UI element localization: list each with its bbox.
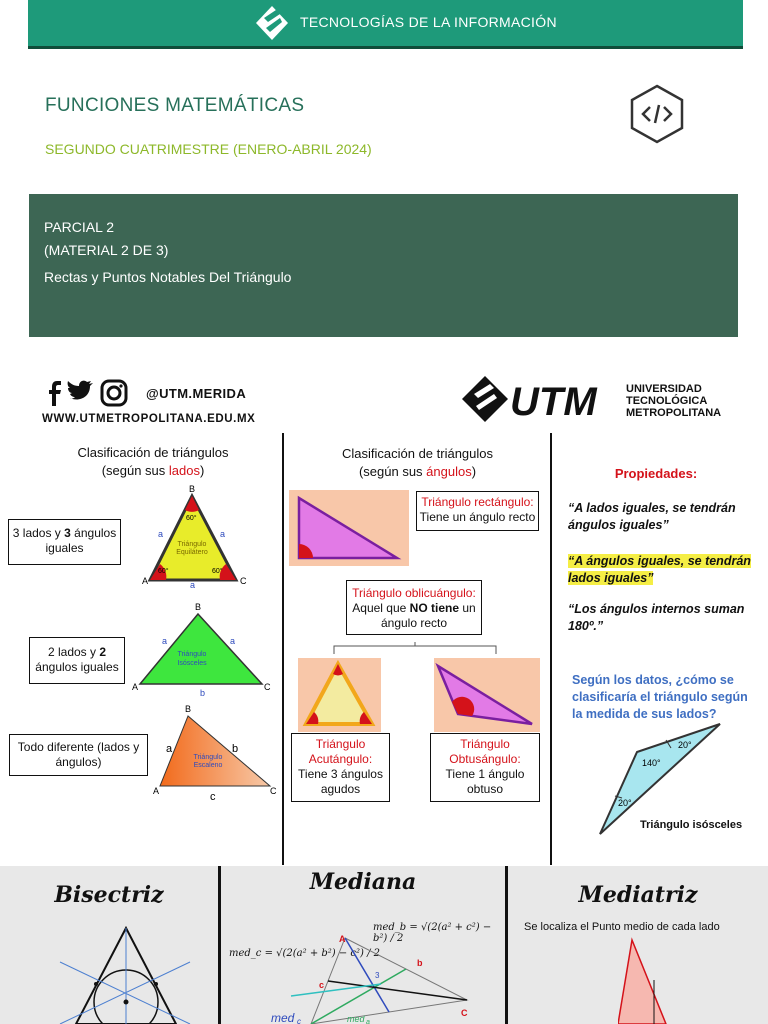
topic-label: Rectas y Puntos Notables Del Triángulo bbox=[44, 269, 292, 285]
code-icon bbox=[626, 83, 688, 145]
angles-title: Clasificación de triángulos (según sus ángulos) bbox=[341, 446, 494, 479]
course-title: FUNCIONES MATEMÁTICAS bbox=[45, 95, 305, 116]
svg-text:A: A bbox=[142, 576, 149, 586]
properties-title: Propiedades: bbox=[614, 466, 698, 481]
svg-text:C: C bbox=[240, 576, 247, 586]
right-triangle-box: Triángulo rectángulo: Tiene un ángulo recto bbox=[416, 491, 539, 531]
website-link[interactable]: WWW.UTMETROPOLITANA.EDU.MX bbox=[42, 413, 256, 425]
median-c-formula: med_c = √(2(a² + b²) − c²) / 2 bbox=[229, 948, 381, 959]
svg-text:Equilátero: Equilátero bbox=[176, 549, 208, 556]
mediatriz-panel bbox=[508, 866, 768, 1024]
oblique-triangle-box: Triángulo oblicuángulo: Aquel que NO tiene un ángulo recto bbox=[346, 580, 482, 635]
right-triangle-image bbox=[289, 490, 409, 566]
twitter-icon[interactable] bbox=[68, 381, 93, 400]
svg-text:60°: 60° bbox=[212, 568, 223, 575]
partial-label: PARCIAL 2 bbox=[44, 219, 115, 235]
svg-text:B: B bbox=[188, 484, 196, 494]
column-divider bbox=[550, 433, 552, 865]
svg-text:b: b bbox=[417, 958, 423, 968]
property-3: “Los ángulos internos suman 180º.” bbox=[568, 602, 745, 633]
bisectriz-diagram bbox=[40, 926, 200, 1024]
equilateral-desc-box: 3 lados y 3 ángulos iguales bbox=[8, 519, 121, 565]
mediatriz-title: Mediatriz bbox=[578, 882, 698, 908]
svg-text:A: A bbox=[132, 682, 139, 692]
social-handle[interactable]: @UTM.MERIDA bbox=[146, 386, 247, 401]
header-bar bbox=[28, 0, 743, 49]
median-b-formula: med_b = √(2(a² + c²) − b²) / 2 bbox=[373, 922, 492, 944]
social-icons bbox=[42, 378, 142, 408]
svg-text:c: c bbox=[297, 1017, 301, 1024]
svg-text:B: B bbox=[194, 602, 202, 612]
question-text: Según los datos, ¿cómo se clasificaría el triángulo según la medida de sus lados? bbox=[572, 673, 748, 721]
svg-text:Escaleno: Escaleno bbox=[193, 762, 223, 769]
svg-text:b: b bbox=[232, 743, 239, 755]
svg-text:C: C bbox=[264, 682, 271, 692]
mediana-panel bbox=[221, 866, 505, 1024]
material-label: (MATERIAL 2 DE 3) bbox=[44, 242, 169, 258]
utm-logo-text: UTM bbox=[510, 380, 597, 424]
svg-text:C: C bbox=[270, 786, 277, 796]
mediana-title: Mediana bbox=[309, 869, 417, 895]
scalene-desc-box: Todo diferente (lados y ángulos) bbox=[9, 734, 148, 776]
obtuse-triangle-image bbox=[434, 658, 540, 732]
svg-text:A: A bbox=[339, 934, 346, 944]
isosceles-desc-box: 2 lados y 2 ángulos iguales bbox=[29, 637, 125, 684]
obtuse-triangle-box: Triángulo Obtusángulo: Tiene 1 ángulo obtuso bbox=[430, 733, 540, 802]
instagram-icon[interactable] bbox=[102, 381, 126, 405]
svg-text:C: C bbox=[461, 1008, 468, 1018]
property-2: “A ángulos iguales, se tendrán lados iguales” bbox=[568, 554, 751, 585]
svg-text:a: a bbox=[366, 1019, 370, 1024]
svg-text:Isósceles: Isósceles bbox=[177, 660, 207, 667]
header-title: TECNOLOGÍAS DE LA INFORMACIÓN bbox=[300, 14, 557, 30]
svg-text:med: med bbox=[271, 1011, 295, 1024]
svg-text:20°: 20° bbox=[678, 740, 692, 750]
sides-title: Clasificación de triángulos (según sus lados) bbox=[77, 445, 229, 478]
svg-text:60°: 60° bbox=[186, 515, 197, 522]
bisectriz-title: Bisectriz bbox=[54, 882, 164, 908]
svg-text:a: a bbox=[190, 580, 196, 590]
column-divider bbox=[282, 433, 284, 865]
svg-text:c: c bbox=[210, 791, 216, 803]
isosceles-triangle bbox=[140, 614, 262, 684]
svg-text:3: 3 bbox=[375, 971, 380, 980]
svg-text:a: a bbox=[166, 743, 173, 755]
svg-text:20°: 20° bbox=[618, 798, 632, 808]
svg-text:c: c bbox=[319, 980, 325, 990]
svg-text:a: a bbox=[158, 529, 164, 539]
facebook-icon[interactable] bbox=[49, 381, 61, 406]
answer-label: Triángulo isósceles bbox=[640, 819, 743, 831]
bracket-connector bbox=[330, 638, 500, 658]
svg-text:Triángulo: Triángulo bbox=[193, 754, 223, 761]
mediatriz-diagram bbox=[618, 936, 678, 1024]
svg-text:60°: 60° bbox=[158, 568, 169, 575]
svg-text:a: a bbox=[230, 636, 236, 646]
term-label: SEGUNDO CUATRIMESTRE (ENERO-ABRIL 2024) bbox=[45, 141, 372, 157]
svg-text:a: a bbox=[220, 529, 226, 539]
svg-text:A: A bbox=[153, 786, 160, 796]
mediatriz-note: Se localiza el Punto medio de cada lado bbox=[524, 921, 720, 933]
institution-logo-icon bbox=[254, 4, 290, 42]
mediana-diagram bbox=[271, 934, 505, 1024]
university-name: UNIVERSIDAD TECNOLÓGICA METROPOLITANA bbox=[626, 383, 722, 419]
utm-logo-icon bbox=[460, 374, 625, 424]
scalene-triangle bbox=[160, 716, 270, 786]
bisectriz-panel bbox=[0, 866, 218, 1024]
svg-text:Triángulo: Triángulo bbox=[177, 651, 207, 658]
acute-triangle-box: Triángulo Acutángulo: Tiene 3 ángulos agudos bbox=[291, 733, 390, 802]
svg-text:140°: 140° bbox=[642, 758, 661, 768]
svg-text:a: a bbox=[162, 636, 168, 646]
property-1: “A lados iguales, se tendrán ángulos iguales” bbox=[568, 501, 736, 532]
acute-triangle-image bbox=[298, 658, 381, 732]
triangles-by-sides-diagram bbox=[130, 484, 280, 814]
svg-text:med: med bbox=[347, 1014, 365, 1024]
partial-band bbox=[29, 194, 738, 337]
svg-text:B: B bbox=[184, 704, 192, 714]
svg-text:b: b bbox=[200, 688, 206, 698]
svg-text:Triángulo: Triángulo bbox=[177, 541, 207, 548]
